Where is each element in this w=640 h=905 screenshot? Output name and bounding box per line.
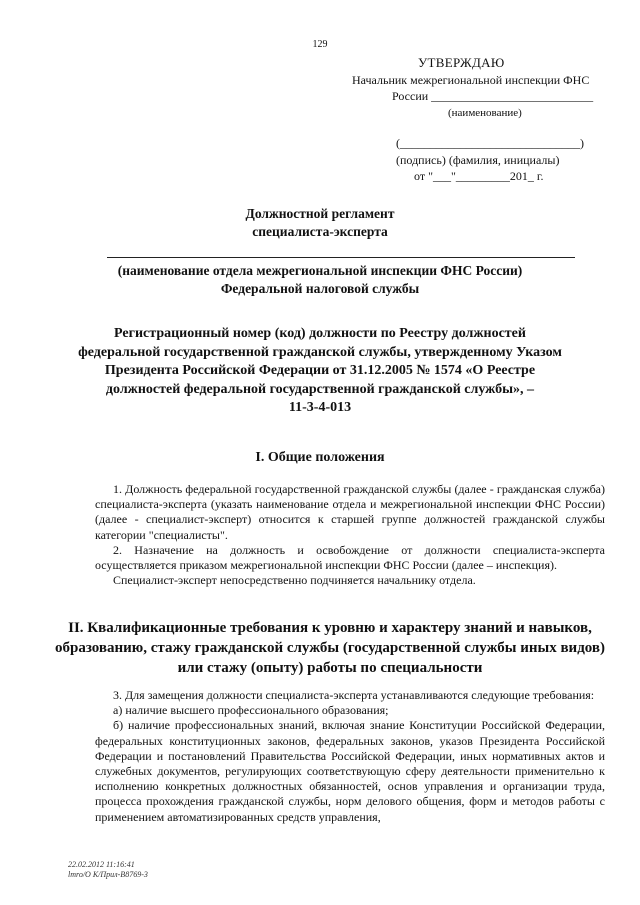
registration-line4: должностей федеральной государственной гражданской службы», – [105, 381, 535, 397]
approval-signature-line: (______________________________) [396, 136, 584, 150]
footer-stamp [68, 860, 148, 880]
section1-heading: I. Общие положения [255, 450, 385, 465]
footer-file-ref: lmro/O K/Прил-В8769-3 [68, 870, 148, 879]
section1-body [95, 482, 605, 588]
footer-timestamp: 22.02.2012 11:16:41 [68, 860, 135, 869]
divider-line [107, 257, 575, 258]
approval-date: от "___"_________201_ г. [414, 169, 544, 183]
approval-position: Начальник межрегиональной инспекции ФНС [352, 72, 590, 87]
approval-org-line: России ___________________________ [392, 89, 594, 103]
registration-block [0, 325, 640, 418]
section2-paragraph-3: б) наличие профессиональных знаний, включая знание Конституции Российской Федерации, федеральных конституционных законов, федеральных законов, указов Президента Российской Федерации и постановлений Правительства Российской Федерации, иных нормативных актов и служебных документов, регулирующих соответствующую сферу деятельности применительно к исполнению конкретных должностных обязанностей, основ управления и организации труда, процесса прохождения гражданской службы, норм делового общения, форм и методов работы с применением автоматизированных средств управления, [95, 718, 605, 824]
approval-signature-hint: (подпись) (фамилия, инициалы) [396, 152, 560, 167]
section1-paragraph-1: 1. Должность федеральной государственной гражданской службы (далее - гражданская служба) специалиста-эксперта (указать наименование отдела и межрегиональной инспекции ФНС России) (далее - специалист-эксперт) относится к старшей группе должностей гражданской службы категории "специалисты". [95, 482, 605, 542]
page-number: 129 [312, 39, 328, 50]
section2-heading: II. Квалификационные требования к уровню и характеру знаний и навыков, образованию, стажу гражданской службы (государственной службы иных видов) или стажу (опыту) работы по специальности [54, 620, 606, 676]
approval-title: УТВЕРЖДАЮ [418, 55, 505, 70]
document-title-line2: специалиста-эксперта [252, 224, 388, 239]
section2-paragraph-2: а) наличие высшего профессионального образования; [113, 703, 389, 718]
section2-body [95, 688, 605, 825]
registration-line2: федеральной государственной гражданской службы, утвержденному Указом [78, 344, 562, 360]
registration-line1: Регистрационный номер (код) должности по Реестру должностей [114, 326, 526, 341]
document-title [0, 205, 640, 241]
department-line2: Федеральной налоговой службы [220, 281, 420, 296]
registration-code: 11-3-4-013 [288, 400, 352, 415]
document-title-line1: Должностной регламент [245, 206, 395, 221]
department-line1: (наименование отдела межрегиональной инспекции ФНС России) [117, 263, 523, 278]
approval-org-hint: (наименование) [448, 106, 522, 119]
registration-line3: Президента Российской Федерации от 31.12.2005 № 1574 «О Реестре [104, 363, 536, 378]
department-block [0, 262, 640, 298]
section2-paragraph-1: 3. Для замещения должности специалиста-эксперта устанавливаются следующие требования: [113, 688, 595, 702]
approval-block [352, 55, 612, 185]
section1-paragraph-2: 2. Назначение на должность и освобождение от должности специалиста-эксперта осуществляется приказом межрегиональной инспекции ФНС России (далее – инспекция). [95, 542, 605, 573]
section1-paragraph-3: Специалист-эксперт непосредственно подчиняется начальнику отдела. [113, 573, 476, 588]
